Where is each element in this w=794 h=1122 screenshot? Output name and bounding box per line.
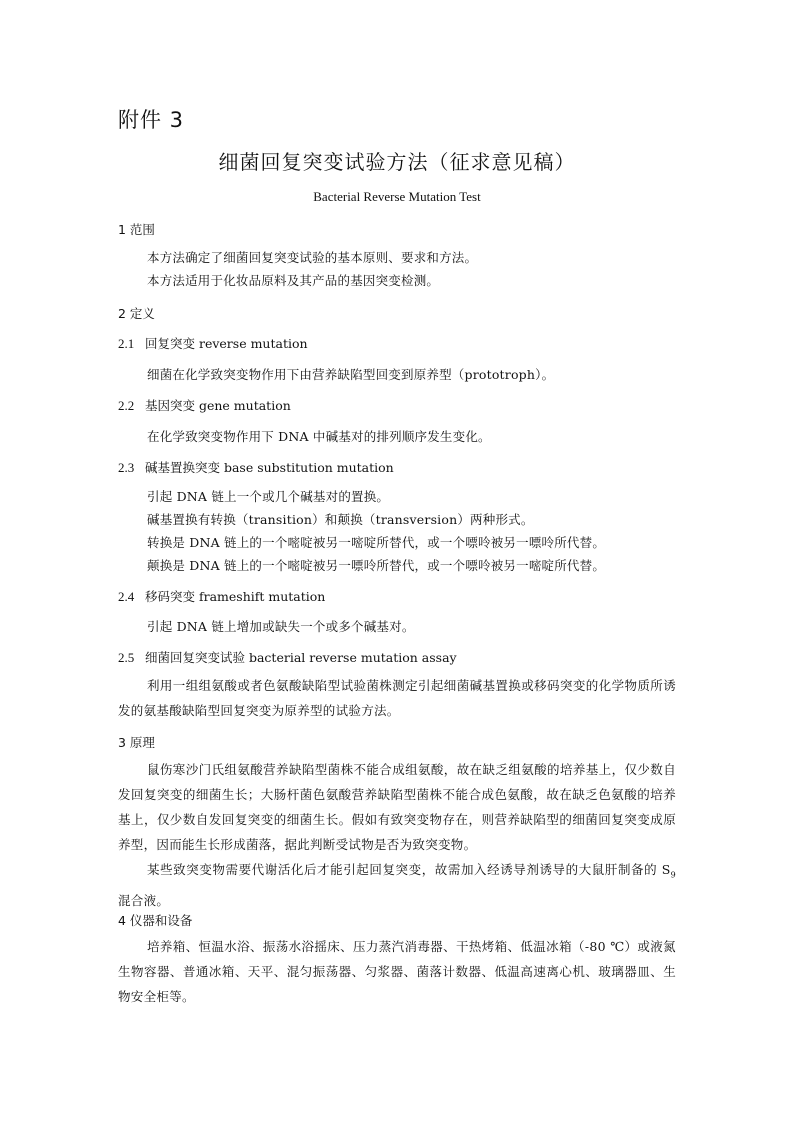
section-3-paragraph-1: 鼠伤寒沙门氏组氨酸营养缺陷型菌株不能合成组氨酸，故在缺乏组氨酸的培养基上，仅少数自发回复突变的细菌生长；大肠杆菌色氨酸营养缺陷型菌株不能合成色氨酸，故在缺乏色氨酸的培养基上，仅少数自发回复突变的细菌生长。假如有致突变物存在，则营养缺陷型的细菌回复突变成原养型，因而能生长形成菌落，据此判断受试物是否为致突变物。: [118, 762, 676, 852]
section-2-3-paragraph-4: 颠换是 DNA 链上的一个嘧啶被另一嘌呤所替代，或一个嘌呤被另一嘧啶所代替。: [147, 558, 606, 573]
annex-label: 附件 3: [118, 108, 185, 132]
section-2-5-heading: [118, 648, 457, 666]
section-1-paragraph-2: 本方法适用于化妆品原料及其产品的基因突变检测。: [147, 273, 440, 288]
document-subtitle: Bacterial Reverse Mutation Test: [313, 189, 481, 204]
section-title: 基因突变 gene mutation: [145, 398, 291, 413]
section-title: 回复突变 reverse mutation: [145, 336, 308, 351]
section-2-4-heading: [118, 587, 325, 605]
section-number: 2.4: [118, 589, 135, 604]
section-2-4-paragraph: 引起 DNA 链上增加或缺失一个或多个碱基对。: [147, 619, 415, 634]
section-number: 2.5: [118, 650, 135, 665]
subscript: 9: [670, 870, 676, 880]
section-4-paragraph: 培养箱、恒温水浴、振荡水浴摇床、压力蒸汽消毒器、干热烤箱、低温冰箱（-80 ℃）或液氮生物容器、普通冰箱、天平、混匀振荡器、匀浆器、菌落计数器、低温高速离心机、玻璃器皿、生物安全柜等。: [118, 939, 676, 1004]
section-3-paragraph-2: [118, 857, 676, 913]
section-number: 2.3: [118, 460, 135, 475]
section-2-2-heading: [118, 396, 291, 414]
section-1-heading: 1 范围: [118, 222, 155, 237]
section-3-heading: 3 原理: [118, 735, 155, 750]
section-2-1-heading: [118, 334, 308, 352]
section-title: 碱基置换突变 base substitution mutation: [145, 460, 394, 475]
section-4-heading: 4 仪器和设备: [118, 913, 193, 928]
section-2-3-paragraph-1: 引起 DNA 链上一个或几个碱基对的置换。: [147, 489, 390, 504]
section-2-5-paragraph: 利用一组组氨酸或者色氨酸缺陷型试验菌株测定引起细菌碱基置换或移码突变的化学物质所诱发的氨基酸缺陷型回复突变为原养型的试验方法。: [118, 678, 676, 718]
section-1-paragraph-1: 本方法确定了细菌回复突变试验的基本原则、要求和方法。: [147, 250, 478, 265]
section-2-3-paragraph-3: 转换是 DNA 链上的一个嘧啶被另一嘧啶所替代，或一个嘌呤被另一嘌呤所代替。: [147, 535, 606, 550]
section-2-2-paragraph: 在化学致突变物作用下 DNA 中碱基对的排列顺序发生变化。: [147, 429, 491, 444]
text-run: 某些致突变物需要代谢活化后才能引起回复突变，故需加入经诱导剂诱导的大鼠肝制备的 S: [147, 862, 671, 877]
section-title: 移码突变 frameshift mutation: [145, 589, 326, 604]
section-2-3-heading: [118, 458, 394, 476]
section-2-heading: 2 定义: [118, 306, 155, 321]
section-number: 2.2: [118, 398, 135, 413]
section-2-3-paragraph-2: 碱基置换有转换（transition）和颠换（transversion）两种形式。: [147, 512, 534, 527]
document-title: 细菌回复突变试验方法（征求意见稿）: [218, 150, 576, 174]
text-run: 混合液。: [118, 892, 170, 908]
section-number: 2.1: [118, 336, 135, 351]
section-title: 细菌回复突变试验 bacterial reverse mutation assay: [145, 650, 457, 665]
section-2-1-paragraph: 细菌在化学致突变物作用下由营养缺陷型回变到原养型（prototroph）。: [147, 367, 555, 382]
